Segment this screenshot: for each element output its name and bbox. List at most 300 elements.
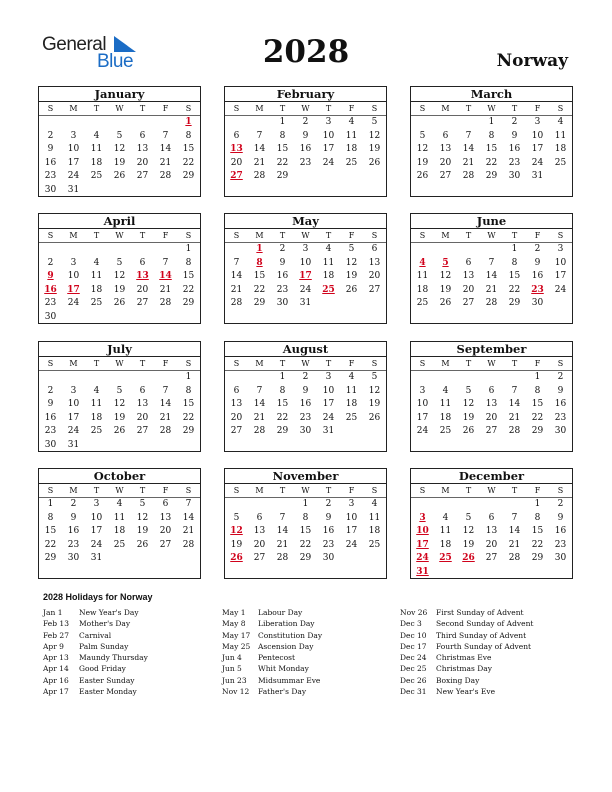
day-cell: 18: [322, 271, 335, 281]
holiday-date: Dec 17: [400, 641, 427, 651]
empty-cell: [526, 566, 549, 580]
empty-cell: [457, 243, 480, 257]
day-cell: 14: [253, 144, 266, 154]
holiday-name: Palm Sunday: [79, 641, 129, 651]
day-cell: 15: [182, 144, 195, 154]
day-cell: 29: [44, 553, 57, 563]
weekday-label: T: [93, 231, 100, 240]
empty-cell: [434, 566, 457, 580]
day-cell: 16: [44, 412, 57, 423]
day-cell: 23: [299, 412, 312, 423]
day-cell: 28: [485, 298, 498, 308]
day-cell: 16: [554, 399, 567, 409]
weekday-label: T: [93, 359, 100, 368]
day-cell: 23: [322, 539, 335, 550]
holiday-date: Dec 31: [400, 687, 427, 697]
weekday-header: [225, 357, 386, 371]
empty-cell: [480, 566, 503, 580]
empty-cell: [248, 116, 271, 130]
empty-cell: [154, 116, 177, 130]
day-cell: 30: [508, 171, 521, 181]
day-cell: 7: [256, 385, 263, 396]
day-cell: 12: [462, 399, 475, 409]
day-cell: 11: [439, 526, 452, 536]
day-cell: 28: [462, 171, 475, 181]
weekday-label: S: [419, 231, 426, 240]
day-cell: 9: [47, 399, 54, 409]
holiday-name: Easter Monday: [79, 687, 137, 697]
empty-cell: [503, 498, 526, 512]
day-cell: 19: [439, 284, 452, 295]
day-cell: 19: [230, 539, 243, 550]
holiday-name: Boxing Day: [436, 675, 480, 685]
holidays-title: 2028 Holidays for Norway: [43, 592, 153, 602]
empty-cell: [225, 498, 248, 512]
empty-cell: [457, 371, 480, 385]
week-row: [411, 371, 572, 385]
day-cell: 25: [113, 539, 126, 550]
day-cell: 16: [554, 526, 567, 536]
day-cell: 27: [485, 553, 498, 563]
day-cell: 22: [182, 284, 195, 295]
day-cell: 29: [531, 426, 544, 436]
holiday-name: Ascension Day: [258, 641, 314, 651]
day-cell: 21: [159, 157, 172, 168]
holiday-row: [400, 641, 533, 652]
holiday-date: Dec 24: [400, 653, 427, 663]
empty-cell: [85, 184, 108, 198]
weekday-label: S: [233, 486, 240, 495]
weekday-label: S: [371, 231, 378, 240]
holiday-day: 25: [439, 553, 452, 563]
holiday-date: Jan 1: [43, 608, 63, 617]
week-row: [411, 157, 572, 171]
day-cell: 2: [557, 372, 564, 382]
day-cell: 17: [90, 526, 103, 536]
day-cell: 2: [47, 130, 54, 141]
week-row: [225, 512, 386, 526]
day-cell: 6: [233, 385, 240, 396]
holiday-day: 13: [136, 271, 149, 281]
day-cell: 11: [113, 512, 126, 523]
weekday-label: W: [115, 104, 124, 113]
day-cell: 1: [185, 244, 192, 254]
month-title: July: [39, 342, 200, 357]
day-cell: 20: [368, 271, 381, 281]
day-cell: 24: [322, 157, 335, 168]
day-cell: 10: [299, 257, 312, 268]
day-cell: 1: [534, 372, 541, 382]
week-row: [39, 270, 200, 284]
day-cell: 18: [416, 284, 429, 295]
holiday-row: [222, 641, 322, 652]
weekday-label: M: [441, 486, 450, 495]
day-cell: 8: [185, 130, 192, 141]
day-cell: 23: [67, 539, 80, 550]
holiday-date: May 25: [222, 641, 251, 651]
day-cell: 25: [368, 539, 381, 550]
day-cell: 14: [159, 399, 172, 409]
day-cell: 10: [67, 271, 80, 281]
day-cell: 4: [93, 257, 100, 268]
week-row: [411, 257, 572, 271]
holiday-date: May 17: [222, 630, 251, 640]
day-cell: 26: [368, 157, 381, 168]
day-cell: 20: [485, 539, 498, 550]
weekday-label: T: [93, 104, 100, 113]
day-cell: 26: [439, 298, 452, 308]
empty-cell: [108, 552, 131, 566]
holiday-row: [43, 663, 148, 674]
day-cell: 20: [159, 526, 172, 536]
week-row: [39, 297, 200, 311]
day-cell: 25: [554, 157, 567, 168]
day-cell: 17: [322, 399, 335, 409]
weekday-header: [225, 229, 386, 243]
weekday-label: T: [279, 104, 286, 113]
weekday-label: M: [441, 359, 450, 368]
empty-cell: [39, 116, 62, 130]
day-cell: 4: [325, 244, 332, 254]
weekday-label: T: [325, 231, 332, 240]
day-cell: 21: [485, 284, 498, 295]
day-cell: 27: [485, 426, 498, 436]
day-cell: 8: [185, 385, 192, 396]
holiday-date: May 8: [222, 619, 246, 629]
day-cell: 9: [557, 385, 564, 396]
empty-cell: [177, 552, 200, 566]
day-cell: 18: [90, 284, 103, 295]
empty-cell: [154, 243, 177, 257]
day-cell: 18: [554, 144, 567, 154]
empty-cell: [363, 170, 386, 184]
day-cell: 23: [44, 171, 57, 181]
day-cell: 15: [276, 399, 289, 409]
holiday-date: Apr 9: [43, 641, 64, 651]
weekday-label: M: [69, 104, 78, 113]
holiday-name: New Year's Eve: [436, 687, 496, 697]
day-cell: 8: [534, 512, 541, 523]
calendar-country: Norway: [496, 51, 568, 71]
holiday-row: [400, 663, 533, 674]
day-cell: 27: [136, 298, 149, 308]
weekday-label: F: [534, 231, 541, 240]
day-cell: 24: [345, 539, 358, 550]
month-june: [410, 213, 573, 324]
empty-cell: [131, 243, 154, 257]
empty-cell: [248, 498, 271, 512]
holiday-day: 31: [416, 566, 429, 577]
empty-cell: [340, 425, 363, 439]
day-cell: 27: [253, 553, 266, 563]
week-row: [225, 284, 386, 298]
holiday-row: [400, 630, 533, 641]
day-cell: 6: [371, 244, 378, 254]
month-title: September: [411, 342, 572, 357]
day-cell: 22: [253, 284, 266, 295]
day-cell: 14: [253, 399, 266, 409]
day-cell: 7: [465, 130, 472, 141]
week-row: [225, 270, 386, 284]
day-cell: 17: [554, 271, 567, 281]
empty-cell: [131, 439, 154, 453]
day-cell: 20: [439, 157, 452, 168]
week-row: [39, 116, 200, 130]
day-cell: 16: [531, 271, 544, 281]
day-cell: 31: [67, 439, 80, 450]
day-cell: 11: [439, 399, 452, 409]
day-cell: 31: [67, 184, 80, 195]
empty-cell: [154, 184, 177, 198]
day-cell: 5: [116, 130, 123, 141]
day-cell: 13: [136, 399, 149, 409]
week-row: [225, 398, 386, 412]
weekday-label: T: [465, 359, 472, 368]
day-cell: 2: [302, 117, 309, 127]
day-cell: 7: [162, 130, 169, 141]
week-row: [225, 525, 386, 539]
day-cell: 20: [253, 539, 266, 550]
weekday-label: F: [162, 104, 169, 113]
day-cell: 30: [276, 298, 289, 308]
day-cell: 18: [345, 144, 358, 154]
day-cell: 18: [439, 539, 452, 550]
day-cell: 13: [485, 399, 498, 409]
holiday-date: Feb 13: [43, 619, 69, 629]
empty-cell: [317, 170, 340, 184]
weekday-label: M: [255, 104, 264, 113]
empty-cell: [434, 498, 457, 512]
empty-cell: [85, 311, 108, 325]
day-cell: 4: [371, 499, 378, 509]
day-cell: 26: [113, 298, 126, 308]
month-september: [410, 341, 573, 452]
holiday-date: Jun 23: [222, 675, 247, 685]
day-cell: 11: [90, 144, 103, 154]
weekday-label: F: [534, 486, 541, 495]
week-row: [225, 243, 386, 257]
day-cell: 27: [159, 539, 172, 550]
weekday-label: S: [47, 359, 54, 368]
empty-cell: [248, 371, 271, 385]
holiday-date: Nov 12: [222, 687, 250, 697]
holiday-day: 17: [416, 539, 429, 550]
day-cell: 8: [511, 257, 518, 268]
day-cell: 25: [345, 157, 358, 168]
day-cell: 21: [462, 157, 475, 168]
day-cell: 29: [253, 298, 266, 308]
week-row: [39, 311, 200, 325]
weekday-label: T: [511, 104, 518, 113]
day-cell: 12: [416, 144, 429, 154]
day-cell: 24: [90, 539, 103, 550]
weekday-header: [411, 357, 572, 371]
week-row: [39, 398, 200, 412]
empty-cell: [411, 371, 434, 385]
day-cell: 29: [276, 426, 289, 436]
weekday-label: T: [511, 231, 518, 240]
day-cell: 30: [554, 553, 567, 563]
day-cell: 1: [534, 499, 541, 509]
month-november: [224, 468, 387, 579]
holiday-row: [43, 607, 148, 618]
day-cell: 22: [531, 539, 544, 550]
day-cell: 10: [90, 512, 103, 523]
weekday-label: W: [487, 486, 496, 495]
day-cell: 9: [325, 512, 332, 523]
holiday-name: Second Sunday of Advent: [436, 619, 534, 629]
empty-cell: [457, 498, 480, 512]
day-cell: 28: [230, 298, 243, 308]
day-cell: 28: [182, 539, 195, 550]
day-cell: 22: [299, 539, 312, 550]
holiday-name: Christmas Eve: [436, 653, 492, 663]
week-row: [225, 425, 386, 439]
weekday-label: T: [465, 231, 472, 240]
week-row: [225, 257, 386, 271]
day-cell: 9: [511, 130, 518, 141]
month-december: [410, 468, 573, 579]
day-cell: 19: [368, 144, 381, 154]
weekday-label: T: [511, 359, 518, 368]
day-cell: 5: [465, 512, 472, 523]
weekday-label: S: [47, 486, 54, 495]
day-cell: 31: [299, 298, 312, 308]
day-cell: 12: [462, 526, 475, 536]
day-cell: 17: [345, 526, 358, 536]
empty-cell: [434, 116, 457, 130]
day-cell: 7: [511, 512, 518, 523]
holiday-row: [400, 652, 533, 663]
weekday-label: T: [139, 359, 146, 368]
day-cell: 14: [230, 271, 243, 281]
empty-cell: [457, 566, 480, 580]
day-cell: 6: [139, 257, 146, 268]
weekday-header: [225, 102, 386, 116]
day-cell: 31: [322, 426, 335, 436]
empty-cell: [131, 371, 154, 385]
holiday-row: [222, 663, 322, 674]
day-cell: 3: [325, 372, 332, 382]
day-cell: 29: [182, 171, 195, 181]
month-august: [224, 341, 387, 452]
week-row: [225, 412, 386, 426]
weekday-label: T: [325, 359, 332, 368]
week-row: [411, 116, 572, 130]
week-row: [39, 539, 200, 553]
day-cell: 23: [554, 539, 567, 550]
weekday-label: T: [139, 231, 146, 240]
day-cell: 27: [368, 284, 381, 295]
empty-cell: [317, 297, 340, 311]
weekday-label: S: [419, 104, 426, 113]
day-cell: 5: [371, 117, 378, 127]
day-cell: 11: [322, 257, 335, 268]
day-cell: 21: [159, 284, 172, 295]
empty-cell: [549, 297, 572, 311]
week-row: [225, 539, 386, 553]
day-cell: 6: [256, 512, 263, 523]
week-row: [39, 130, 200, 144]
day-cell: 30: [44, 184, 57, 195]
day-cell: 28: [253, 426, 266, 436]
week-row: [39, 184, 200, 198]
weekday-label: T: [279, 486, 286, 495]
day-cell: 11: [554, 130, 567, 141]
empty-cell: [411, 243, 434, 257]
day-cell: 9: [534, 257, 541, 268]
weekday-label: T: [93, 486, 100, 495]
empty-cell: [62, 116, 85, 130]
holiday-row: [43, 630, 148, 641]
holiday-date: Feb 27: [43, 630, 69, 640]
day-cell: 7: [256, 130, 263, 141]
holiday-day: 13: [230, 144, 243, 154]
day-cell: 4: [93, 385, 100, 396]
holiday-day: 26: [462, 553, 475, 563]
day-cell: 9: [302, 385, 309, 396]
empty-cell: [85, 439, 108, 453]
day-cell: 21: [276, 539, 289, 550]
day-cell: 28: [276, 553, 289, 563]
empty-cell: [131, 184, 154, 198]
month-january: [38, 86, 201, 197]
holiday-day: 4: [419, 257, 426, 268]
day-cell: 21: [230, 284, 243, 295]
day-cell: 22: [182, 412, 195, 423]
day-cell: 1: [511, 244, 518, 254]
day-cell: 6: [442, 130, 449, 141]
weekday-label: F: [162, 231, 169, 240]
day-cell: 7: [185, 499, 192, 509]
weekday-label: F: [162, 486, 169, 495]
month-title: May: [225, 214, 386, 229]
holiday-row: [43, 641, 148, 652]
day-cell: 7: [162, 385, 169, 396]
week-row: [411, 498, 572, 512]
day-cell: 29: [485, 171, 498, 181]
month-october: [38, 468, 201, 579]
weekday-label: T: [511, 486, 518, 495]
holiday-day: 9: [47, 271, 54, 281]
day-cell: 9: [557, 512, 564, 523]
holiday-date: Dec 3: [400, 619, 422, 629]
weekday-label: S: [371, 104, 378, 113]
day-cell: 20: [230, 157, 243, 168]
weekday-label: W: [115, 231, 124, 240]
weekday-label: F: [348, 104, 355, 113]
day-cell: 8: [185, 257, 192, 268]
month-july: [38, 341, 201, 452]
day-cell: 21: [253, 157, 266, 168]
day-cell: 30: [44, 311, 57, 322]
empty-cell: [549, 170, 572, 184]
day-cell: 25: [439, 426, 452, 436]
day-cell: 13: [159, 512, 172, 523]
day-cell: 11: [90, 399, 103, 409]
week-row: [39, 552, 200, 566]
day-cell: 8: [302, 512, 309, 523]
week-row: [411, 512, 572, 526]
day-cell: 15: [531, 526, 544, 536]
week-row: [39, 143, 200, 157]
day-cell: 2: [47, 257, 54, 268]
week-row: [411, 525, 572, 539]
holiday-row: [222, 675, 322, 686]
month-title: April: [39, 214, 200, 229]
day-cell: 14: [159, 144, 172, 154]
holiday-row: [400, 675, 533, 686]
